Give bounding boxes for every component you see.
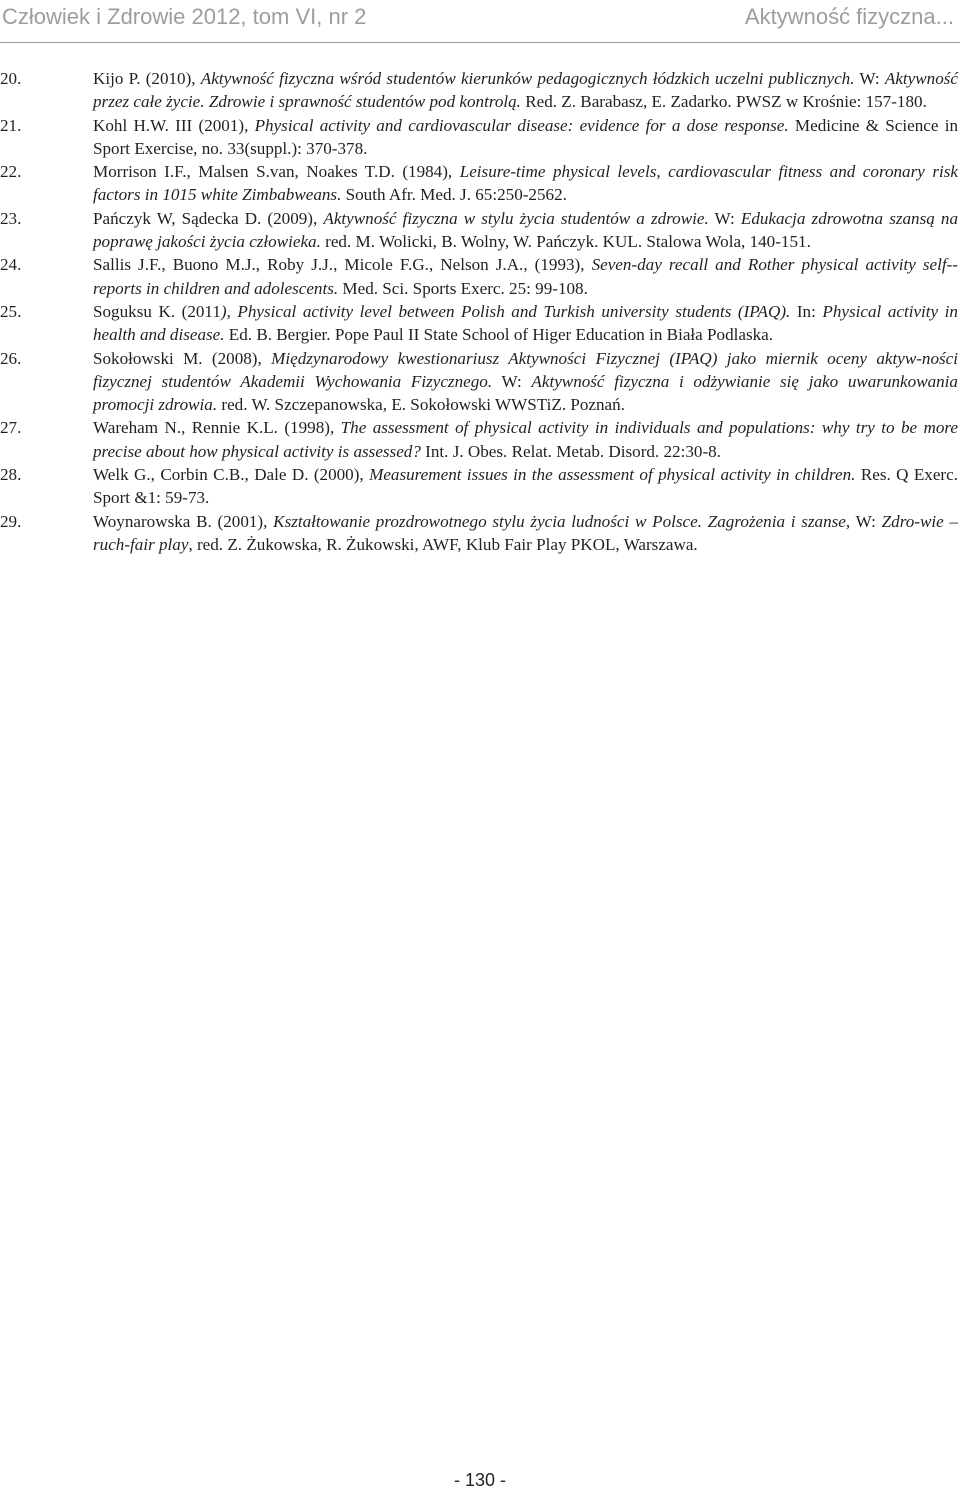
reference-details: red. W. Szczepanowska, E. Sokołowski WWSTiZ. Poznań. xyxy=(217,395,625,415)
reference-item-29 xyxy=(0,510,960,557)
reference-authors: Kohl H.W. III (2001), xyxy=(93,115,255,135)
reference-title: Measurement issues in the assessment of physical activity in children. xyxy=(369,465,856,485)
reference-text: Med. Sci. Sports Exerc. 25: 99-108. xyxy=(338,278,588,298)
reference-item-20 xyxy=(0,67,960,114)
section-title: Aktywność fizyczna... xyxy=(744,4,954,29)
reference-title: Kształtowanie prozdrowotnego stylu życia ludności w Polsce. Zagrożenia i szanse, xyxy=(273,511,851,531)
reference-details: Red. Z. Barabasz, E. Zadarko. PWSZ w Krośnie: 157-180. xyxy=(520,92,927,112)
running-header xyxy=(0,0,960,43)
reference-item-24 xyxy=(0,253,960,300)
reference-item-26 xyxy=(0,347,960,417)
reference-text: South Afr. Med. J. 65:250-2562. xyxy=(341,185,567,205)
reference-text: W: xyxy=(708,208,741,228)
reference-authors: Sokołowski M. (2008), xyxy=(93,348,272,368)
reference-details: red. M. Wolicki, B. Wolny, W. Pańczyk. KUL. Stalowa Wola, 140-151. xyxy=(320,232,811,252)
reference-title: Leisure-time physical levels, cardiovascular fitness and coronary risk factors in 1015 white Zimbabweans. xyxy=(93,162,958,205)
reference-source-title: Zdro-wie –ruch-fair play xyxy=(93,511,958,554)
reference-number: 29. xyxy=(0,511,22,531)
reference-number: 28. xyxy=(0,465,22,485)
reference-text: Medicine & Science in Sport Exercise, no. 33(suppl.): 370-378. xyxy=(93,115,958,158)
reference-title: Międzynarodowy kwestionariusz Aktywności Fizycznej (IPAQ) jako miernik oceny aktyw-ności fizycznej studentów Akademii Wychowania Fizycznego. xyxy=(93,348,959,391)
reference-title: The assessment of physical activity in individuals and populations: why try to be more precise about how physical activity is assessed? xyxy=(93,418,959,461)
reference-text: Int. J. Obes. Relat. Metab. Disord. 22:30-8. xyxy=(420,441,721,461)
reference-details: , red. Z. Żukowska, R. Żukowski, AWF, Klub Fair Play PKOL, Warszawa. xyxy=(188,534,698,554)
reference-source-title: Edukacja zdrowotna szansą na poprawę jakości życia człowieka. xyxy=(93,208,958,252)
reference-number: 21. xyxy=(0,115,22,135)
reference-authors: Welk G., Corbin C.B., Dale D. (2000), xyxy=(93,465,370,485)
page-number: - 130 - xyxy=(453,1470,507,1490)
reference-authors: Soguksu K. (2011 xyxy=(93,301,221,321)
reference-number: 20. xyxy=(0,69,22,88)
reference-item-23 xyxy=(0,207,960,254)
reference-text: Res. Q Exerc. Sport &1: 59-73. xyxy=(93,465,958,508)
reference-text: In: xyxy=(790,301,823,321)
reference-authors: Sallis J.F., Buono M.J., Roby J.J., Micole F.G., Nelson J.A., (1993), xyxy=(93,255,592,275)
reference-source-title: Physical activity in health and disease. xyxy=(93,301,958,345)
reference-item-27 xyxy=(0,416,960,463)
reference-title: Aktywność fizyczna wśród studentów kierunków pedagogicznych łódzkich uczelni publicznych. xyxy=(200,69,855,88)
reference-number: 23. xyxy=(0,208,22,228)
reference-text: W: xyxy=(492,371,532,391)
reference-title: Aktywność fizyczna w stylu życia studentów a zdrowie. xyxy=(323,208,709,228)
journal-title: Człowiek i Zdrowie 2012, tom VI, nr 2 xyxy=(2,4,367,29)
reference-authors: Kijo P. (2010), xyxy=(93,69,201,88)
reference-title: Physical activity and cardiovascular disease: evidence for a dose response. xyxy=(254,115,789,135)
reference-details: Ed. B. Bergier. Pope Paul II State School of Higer Education in Biała Podlaska. xyxy=(224,325,774,345)
reference-text: W: xyxy=(854,69,885,88)
reference-title: Seven-day recall and Rother physical activity self--reports in children and adolescents. xyxy=(93,255,958,298)
reference-text: W: xyxy=(850,511,882,531)
reference-number: 26. xyxy=(0,348,22,368)
reference-number: 24. xyxy=(0,255,22,275)
reference-number: 27. xyxy=(0,418,22,438)
reference-number: 22. xyxy=(0,162,22,182)
reference-item-25 xyxy=(0,300,960,347)
reference-source-title: Aktywność fizyczna i odżywianie się jako uwarunkowania promocji zdrowia. xyxy=(93,371,958,415)
reference-authors: Wareham N., Rennie K.L. (1998), xyxy=(93,418,341,438)
reference-source-title: Aktywność przez całe życie. Zdrowie i sprawność studentów pod kontrolą. xyxy=(93,69,958,112)
reference-list xyxy=(0,67,960,556)
reference-item-28 xyxy=(0,463,960,510)
reference-item-21 xyxy=(0,114,960,161)
reference-authors: Morrison I.F., Malsen S.van, Noakes T.D. (1984), xyxy=(93,162,460,182)
reference-authors: Pańczyk W, Sądecka D. (2009), xyxy=(93,208,324,228)
reference-title: ), Physical activity level between Polish and Turkish university students (IPAQ). xyxy=(220,301,791,321)
reference-authors: Woynarowska B. (2001), xyxy=(93,511,274,531)
reference-item-22 xyxy=(0,160,960,207)
reference-number: 25. xyxy=(0,301,22,321)
